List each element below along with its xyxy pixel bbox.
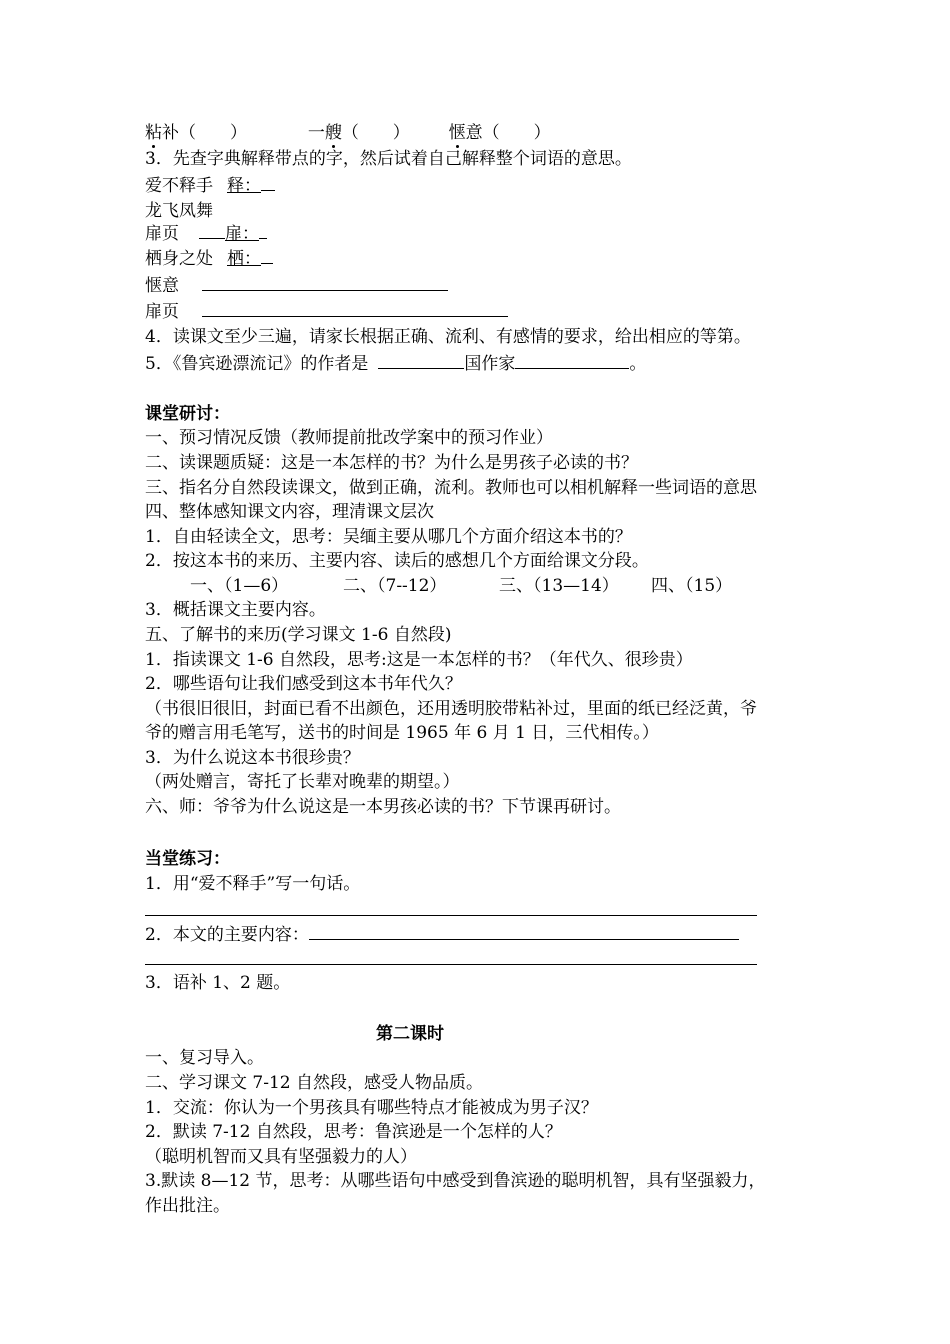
vocab-key: 扉：: [225, 224, 259, 244]
text-line: （书很旧很旧，封面已看不出颜色，还用透明胶带粘补过，里面的纸已经泛黄，爷: [145, 699, 757, 719]
section-heading: 当堂练习：: [145, 849, 230, 869]
practice-question: 1．用“爱不释手”写一句话。: [145, 874, 361, 894]
text-line: 2．哪些语句让我们感受到这本书年代久？: [145, 674, 462, 694]
question-3: 3．先查字典解释带点的字，然后试着自己解释整个词语的意思。: [145, 149, 632, 169]
text-line: 三、指名分自然段读课文，做到正确，流利。教师也可以相机解释一些词语的意思: [145, 478, 757, 498]
lesson-title: 第二课时: [376, 1024, 444, 1044]
text-line: （两处赠言，寄托了长辈对晚辈的期望。）: [145, 772, 460, 792]
text-line: 2．默读 7-12 自然段，思考：鲁滨逊是一个怎样的人？: [145, 1122, 562, 1142]
vocab-line: 爱不释手 释：: [145, 174, 275, 197]
dotted-char: 惬: [448, 123, 466, 143]
text-line: 作出批注。: [145, 1196, 230, 1216]
text-line: 四、整体感知课文内容，理清课文层次: [145, 502, 434, 522]
answer-blank[interactable]: [202, 300, 508, 317]
vocab-key: 栖：: [227, 249, 261, 269]
document-page: 粘补（ ） 一艘（ ） 惬意（ ） 3．先查字典解释带点的字，然后试着自己解释整个词语的意思。 爱不释手 释： 龙飞凤舞 扉页 扉： 栖身之处 栖： 惬意 扉页 4．读课文至少三遍，请家长根据正确、流利、有感情的要求，给出相应的等第。 5．《鲁宾逊漂流记》的作者是 国作家 。 课堂研讨： 一、预习情况反馈（教师提前批改学案中的预习作业） 二、读课题质疑：这是一本怎样的书？为什么是男孩子必读的书？ 三、指名分自然段读课文，做到正确，流利。教师也可以相机解释一些词语的意思 四、整体感知课文内容，理清课文层次 1．自由轻读全文，思考：吴缅主要从哪几个方面介绍这本书的？ 2．按这本书的来历、主要内容、读后的感想几个方面给课文分段。 一、（1—6） 二、（7--12） 三、（13—14） 四、（15） 3．概括课文主要内容。 五、了解书的来历(学习课文 1-6 自然段) 1．指读课文 1-6 自然段，思考:这是一本怎样的书？（年代久、很珍贵） 2．哪些语句让我们感受到这本书年代久？ （书很旧很旧，封面已看不出颜色，还用透明胶带粘补过，里面的纸已经泛黄，爷 爷的赠言用毛笔写，送书的时间是 1965 年 6 月 1 日，三代相传。） 3．为什么说这本书很珍贵？ （两处赠言，寄托了长辈对晚辈的期望。） 六、师：爷爷为什么说这是一本男孩必读的书？下节课再研讨。 当堂练习： 1．用“爱不释手”写一句话。 2．本文的主要内容： 3．语补 1、2 题。 第二课时 一、复习导入。 二、学习课文 7-12 自然段，感受人物品质。 1．交流：你认为一个男孩具有哪些特点才能被成为男子汉？ 2．默读 7-12 自然段，思考：鲁滨逊是一个怎样的人？ （聪明机智而又具有坚强毅力的人） 3.默读 8—12 节，思考：从哪些语句中感受到鲁滨逊的聪明机智，具有坚强毅力， 作出批注。: [145, 123, 766, 1216]
text-line: 爷的赠言用毛笔写，送书的时间是 1965 年 6 月 1 日，三代相传。）: [145, 723, 659, 743]
dotted-char: 艘: [324, 123, 342, 143]
text-line: （聪明机智而又具有坚强毅力的人）: [145, 1147, 417, 1167]
text-line: 五、了解书的来历(学习课文 1-6 自然段): [145, 625, 452, 645]
text-line: 3．为什么说这本书很珍贵？: [145, 748, 360, 768]
text-line: 1．交流：你认为一个男孩具有哪些特点才能被成为男子汉？: [145, 1098, 598, 1118]
text-line: 二、读课题质疑：这是一本怎样的书？为什么是男孩子必读的书？: [145, 453, 638, 473]
text-line: 1．指读课文 1-6 自然段，思考:这是一本怎样的书？（年代久、很珍贵）: [145, 650, 693, 670]
answer-blank[interactable]: [309, 923, 739, 940]
vocab-key: 释：: [227, 176, 261, 196]
text-line: 二、学习课文 7-12 自然段，感受人物品质。: [145, 1073, 483, 1093]
answer-line[interactable]: [145, 964, 757, 965]
vocab-line: 龙飞凤舞: [145, 201, 213, 221]
answer-blank[interactable]: [515, 352, 629, 369]
text-line: 六、师：爷爷为什么说这是一本男孩必读的书？下节课再研讨。: [145, 797, 621, 817]
answer-blank[interactable]: [202, 274, 448, 291]
text-line: 3．概括课文主要内容。: [145, 600, 326, 620]
section-heading: 课堂研讨：: [145, 404, 230, 424]
dotted-char: 粘: [145, 123, 162, 143]
vocab-line: 扉页: [145, 300, 508, 323]
pinyin-row: 粘补（ ） 一艘（ ） 惬意（ ）: [145, 123, 551, 143]
text-line: 3.默读 8—12 节，思考：从哪些语句中感受到鲁滨逊的聪明机智，具有坚强毅力，: [145, 1171, 766, 1191]
vocab-line: 扉页 扉：: [145, 222, 267, 245]
text-line: 1．自由轻读全文，思考：吴缅主要从哪几个方面介绍这本书的？: [145, 527, 632, 547]
answer-blank[interactable]: [378, 352, 464, 369]
text-line: 2．按这本书的来历、主要内容、读后的感想几个方面给课文分段。: [145, 551, 649, 571]
vocab-line: 惬意: [145, 274, 448, 297]
practice-question: 2．本文的主要内容：: [145, 923, 739, 946]
vocab-line: 栖身之处 栖：: [145, 247, 273, 270]
question-5: 5．《鲁宾逊漂流记》的作者是 国作家 。: [145, 354, 647, 374]
practice-question: 3．语补 1、2 题。: [145, 973, 291, 993]
text-line: 一、预习情况反馈（教师提前批改学案中的预习作业）: [145, 428, 553, 448]
answer-line[interactable]: [145, 915, 757, 916]
question-4: 4．读课文至少三遍，请家长根据正确、流利、有感情的要求，给出相应的等第。: [145, 327, 751, 347]
text-line: 一、复习导入。: [145, 1048, 264, 1068]
